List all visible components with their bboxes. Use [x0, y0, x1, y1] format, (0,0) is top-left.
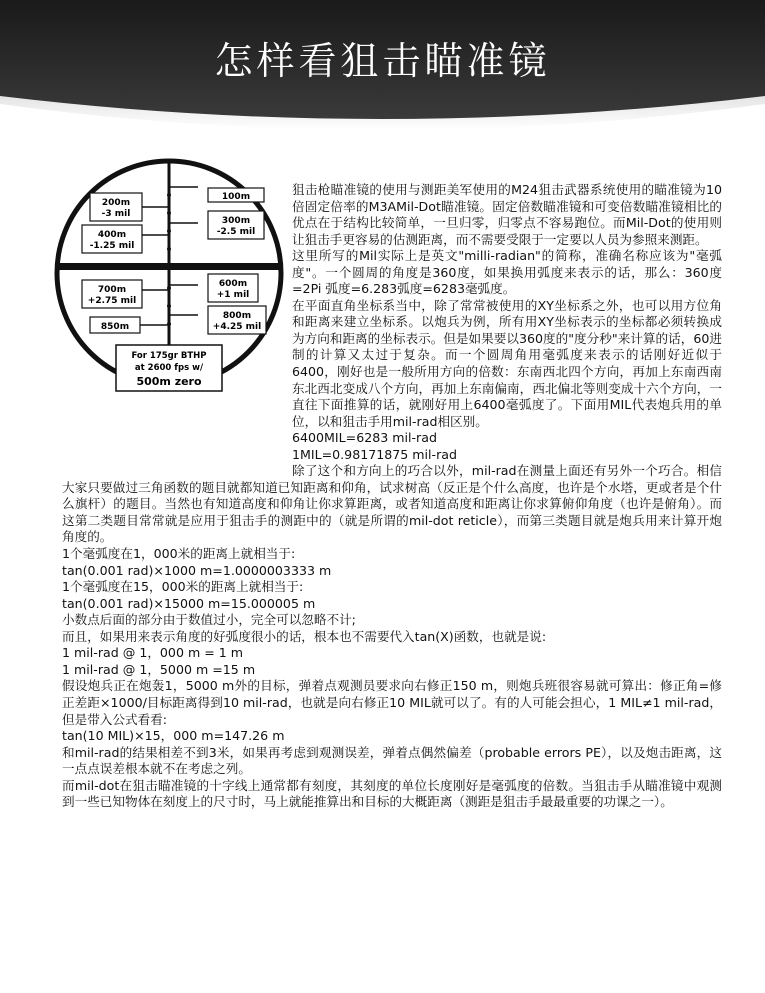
label-400m: 400m [97, 230, 127, 240]
formula-line: 1MIL=0.98171875 mil-rad [292, 446, 457, 462]
label-200m: 200m [101, 198, 131, 208]
formula-line: tan(0.001 rad)×1000 m=1.0000003333 m [62, 562, 332, 578]
paragraph: 而mil-dot在狙击瞄准镜的十字线上通常都有刻度，其刻度的单位长度刚好是毫弧度的倍数。当狙击手从瞄准镜中观测到一些已知物体在刻度上的尺寸时，马上就能推算出和目标的大概距离（测距是狙击手最最重要的功课之一）。 [62, 777, 722, 810]
label-400m-mil: -1.25 mil [89, 241, 135, 251]
label-300m-mil: -2.5 mil [216, 227, 256, 237]
zero-line-2: at 2600 fps w/ [134, 363, 204, 373]
zero-line-1: For 175gr BTHP [131, 351, 207, 361]
label-700m-mil: +2.75 mil [87, 296, 137, 306]
formula-line: 6400MIL=6283 mil-rad [292, 430, 437, 446]
paragraph: 而且，如果用来表示角度的好弧度很小的话，根本也不需要代入tan(X)函数，也就是说: [62, 628, 547, 644]
paragraph: 狙击枪瞄准镜的使用与测距美军使用的M24狙击武器系统使用的瞄准镜为10倍固定倍率的M3AMil-Dot瞄准镜。固定倍数瞄准镜和可变倍数瞄准镜相比的优点在于结构比较简单，一旦归零，归零点不容易跑位。而Mil-Dot的使用则让狙击手更容易的估测距离，而不需要受限于一定要以人员为参照来测距。 [292, 182, 722, 247]
paragraph: 和mil-rad的结果相差不到3米，如果再考虑到观测误差，弹着点偶然偏差（probable errors PE），以及炮击距离，这一点点误差根本就不在考虑之列。 [62, 744, 722, 777]
paragraph: 1个毫弧度在15，000米的距离上就相当于: [62, 579, 304, 595]
article-body [62, 182, 722, 811]
paragraph: 在平面直角坐标系当中，除了常常被使用的XY坐标系之外，也可以用方位角和距离来建立坐标系。以炮兵为例，所有用XY坐标表示的坐标都必须转换成为方向和距离的坐标表示。但是如果要以360度的"度分秒"来计算的话，60进制的计算又太过于复杂。而一个圆周角用毫弧度来表示的话刚好近似于6400，刚好也是一般所用方向的倍数：东南西北四个方向，再加上东南西南东北西北变成八个方向，再加上东南偏南，西北偏北等则变成十六个方向，一直往下面推算的话，就刚好用上6400毫弧度了。下面用MIL代表炮兵用的单位，以和狙击手用mil-rad相区别。 [292, 297, 722, 429]
header-banner [0, 0, 765, 150]
zero-line-3: 500m zero [136, 375, 202, 388]
label-700m: 700m [97, 285, 127, 295]
page-title: 怎样看狙击瞄准镜 [214, 39, 551, 83]
label-300m: 300m [221, 216, 251, 226]
paragraph: 小数点后面的部分由于数值过小，完全可以忽略不计; [62, 612, 356, 628]
paragraph: 这里所写的Mil实际上是英文"milli-radian"的简称，准确名称应该为"毫弧度"。一个圆周的角度是360度，如果换用弧度来表示的话，那么：360度=2Pi 弧度=6.283弧度=6283毫弧度。 [292, 248, 722, 297]
label-200m-mil: -3 mil [101, 209, 131, 219]
paragraph: 1个毫弧度在1，000米的距离上就相当于: [62, 546, 296, 562]
label-800m-mil: +4.25 mil [212, 322, 262, 332]
formula-line: tan(0.001 rad)×15000 m=15.000005 m [62, 595, 316, 611]
image-wrap-spacer [62, 182, 292, 472]
formula-line: 1 mil-rad @ 1，5000 m =15 m [62, 661, 256, 677]
label-850m: 850m [100, 322, 130, 332]
label-600m: 600m [218, 279, 248, 289]
formula-line: tan(10 MIL)×15，000 m=147.26 m [62, 728, 285, 744]
paragraph: 除了这个和方向上的巧合以外，mil-rad在测量上面还有另外一个巧合。相信大家只要做过三角函数的题目就都知道已知距离和仰角，试求树高（反正是个什么高度，也许是个水塔，更或者是个什么旗杆）的题目。当然也有知道高度和仰角让你求算距离，或者知道高度和距离让你求算俯仰角度（也许是俯角）。而这第二类题目常常就是应用于狙击手的测距中的（就是所谓的mil-dot reticle），而第三类题目就是炮兵用来计算开炮角度的。 [62, 463, 722, 545]
label-100m: 100m [221, 192, 251, 202]
paragraph: 假设炮兵正在炮轰1，5000 m外的目标，弹着点观测员要求向右修正150 m，则炮兵班很容易就可算出：修正角=修正差距×1000/目标距离得到10 mil-rad，也就是向右修正10 MIL就可以了。有的人可能会担心，1 MIL≠1 mil-rad，但是带入公式看看: [62, 678, 722, 727]
label-800m: 800m [222, 311, 252, 321]
label-600m-mil: +1 mil [216, 290, 250, 300]
formula-line: 1 mil-rad @ 1，000 m = 1 m [62, 645, 244, 661]
